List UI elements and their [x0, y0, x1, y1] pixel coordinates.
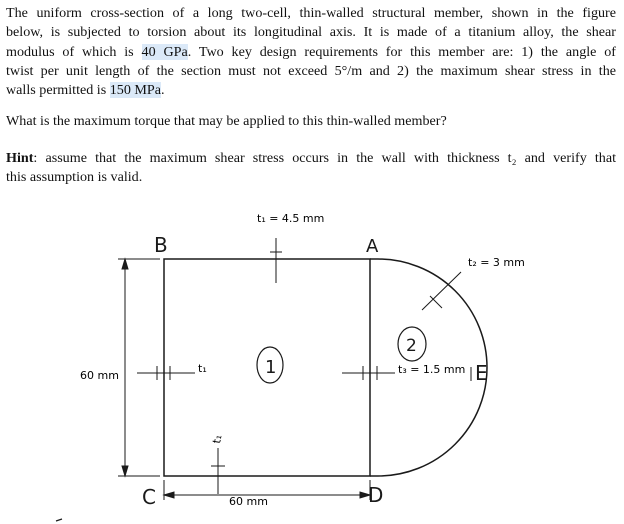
t2-label: t₂ = 3 mm [468, 256, 525, 269]
point-a-label: A [366, 236, 379, 257]
problem-line-5-end: . [161, 82, 165, 99]
width-label: 60 mm [229, 495, 268, 508]
t3-marker [342, 366, 395, 380]
t1-top-marker [270, 238, 282, 283]
height-label: 60 mm [80, 369, 119, 382]
hint-line-1-text: : assume that the maximum shear stress occurs in the wall with thickness t₂ and verify that [33, 150, 616, 166]
cell-2-label: 2 [406, 336, 417, 356]
cell-1-label: 1 [265, 357, 277, 378]
problem-line-1: The uniform cross-section of a long two-cell, thin-walled structural member, shown in the figure [6, 5, 616, 21]
max-shear-highlight: 150 MPa [109, 82, 162, 99]
point-b-label: B [154, 233, 168, 257]
t1-bottom-label: t₁ [210, 433, 225, 445]
problem-line-2: below, is subjected to torsion about its longitudinal axis. It is made of a titanium alloy, the shear [6, 24, 616, 41]
point-d-label: D [368, 483, 384, 507]
point-e-label: E [475, 361, 488, 385]
shear-modulus-highlight: 40 GPa [141, 43, 188, 60]
point-c-label: C [142, 485, 156, 509]
question-line: What is the maximum torque that may be applied to this thin-walled member? [6, 113, 447, 129]
problem-line-3-start: modulus of which is [6, 43, 142, 60]
problem-line-5-start: walls permitted is [6, 82, 110, 99]
height-dimension [118, 259, 160, 476]
problem-line-3-end: . Two key design requirements for this member are: 1) the angle of [187, 43, 617, 60]
hint-line-2: this assumption is valid. [6, 169, 143, 186]
pen-mark [56, 519, 62, 521]
t1-top-label: t₁ = 4.5 mm [257, 212, 325, 225]
t3-label: t₃ = 1.5 mm [398, 363, 466, 376]
t1-left-marker [137, 366, 195, 380]
hint-label: Hint [6, 150, 34, 166]
problem-line-4: twist per unit length of the section must not exceed 5°/m and 2) the maximum shear stress in the [6, 62, 616, 79]
t1-left-label: t₁ [198, 362, 207, 375]
t1-bottom-marker [211, 448, 225, 494]
